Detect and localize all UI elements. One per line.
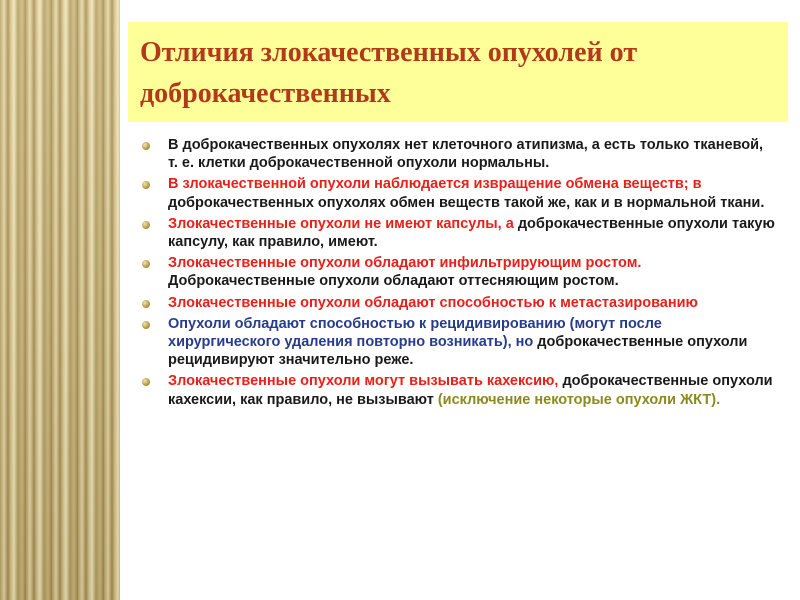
slide-title: Отличия злокачественных опухолей от доброкачественных [140, 37, 638, 109]
bullet-segment: Опухоли обладают способностью к рецидивированию (могут после хирургического удаления повторно возникать), но [168, 315, 662, 351]
bullet-marker-icon [142, 221, 150, 229]
bullet-marker-icon [142, 378, 150, 386]
bullet-segment: Злокачественные опухоли обладают способностью к метастазированию [168, 294, 698, 311]
bullet-item [136, 215, 776, 251]
bullet-item [136, 254, 776, 290]
bullet-item [136, 294, 776, 312]
bullet-segment: доброкачественные опухоли такую капсулу, как правило, имеют. [168, 215, 775, 251]
bullet-marker-icon [142, 260, 150, 268]
decorative-left-band [0, 0, 120, 600]
bullet-marker-icon [142, 321, 150, 329]
bullet-marker-icon [142, 142, 150, 150]
bullet-segment: доброкачественных опухолях обмен веществ такой же, как и в нормальной ткани. [168, 194, 765, 211]
bullet-list [136, 136, 776, 412]
bullet-item [136, 315, 776, 370]
bullet-segment: (исключение некоторые опухоли ЖКТ). [437, 391, 721, 408]
bullet-segment: Доброкачественные опухоли обладают оттесняющим ростом. [168, 273, 619, 290]
bullet-segment: доброкачественные опухоли кахексии, как правило, не вызывают [168, 373, 773, 408]
bullet-segment: доброкачественные опухоли рецидивируют значительно реже. [168, 334, 748, 369]
bullet-marker-icon [142, 300, 150, 308]
bullet-segment: В доброкачественных опухолях нет клеточного атипизма, а есть только тканевой, т. е. клетки доброкачественной опухоли нормальны. [168, 137, 764, 172]
bullet-item [136, 372, 776, 408]
title-box [128, 22, 788, 122]
bullet-segment: В злокачественной опухоли наблюдается извращение обмена веществ; в [168, 176, 702, 193]
bullet-item [136, 175, 776, 211]
bullet-item [136, 136, 776, 172]
bullet-segment: Злокачественные опухоли не имеют капсулы, а [168, 215, 518, 232]
bullet-segment: Злокачественные опухоли обладают инфильтрирующим ростом. [168, 255, 642, 272]
bullet-segment: Злокачественные опухоли могут вызывать кахексию, [168, 373, 563, 390]
bullet-marker-icon [142, 181, 150, 189]
